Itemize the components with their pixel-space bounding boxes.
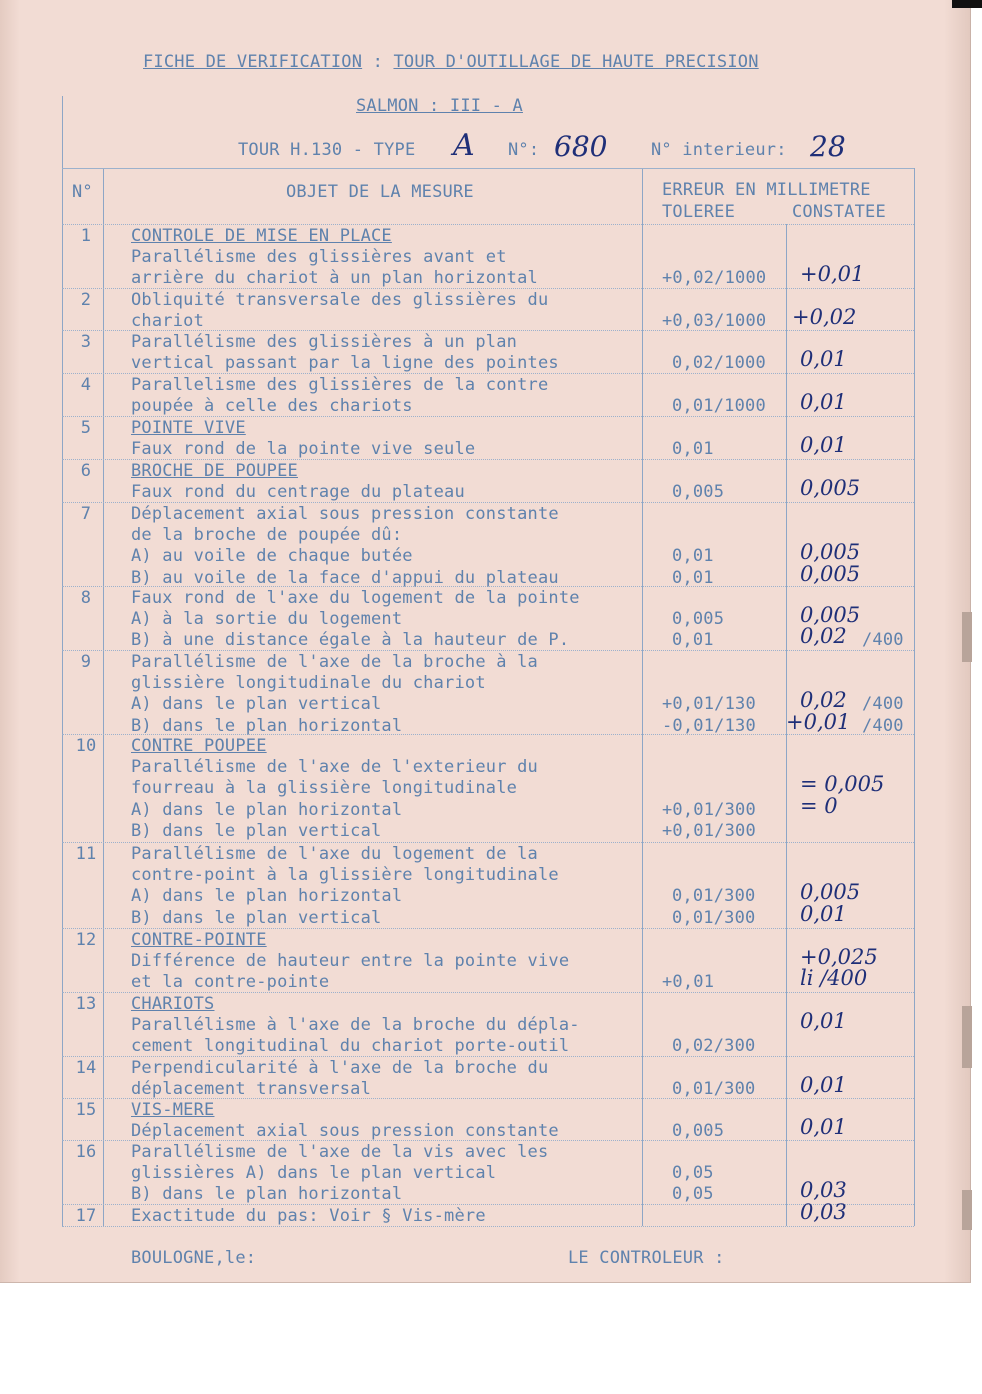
row-number: 15: [75, 1100, 97, 1120]
measure-text: arrière du chariot à un plan horizontal: [131, 268, 538, 289]
binder-tab-bottom: [962, 1190, 972, 1230]
form-title-left: FICHE DE VERIFICATION: [143, 52, 363, 72]
observed-value: 0,01: [800, 1115, 847, 1140]
measure-text: A) dans le plan vertical: [131, 694, 382, 715]
number-label: N°:: [508, 140, 540, 160]
measure-text: B) dans le plan horizontal: [131, 1184, 403, 1205]
measure-text: Faux rond de l'axe du logement de la pointe: [131, 588, 580, 608]
measure-text: Exactitude du pas: Voir § Vis-mère: [131, 1206, 486, 1226]
measure-text: Parallélisme à l'axe de la broche du dépla-: [131, 1015, 580, 1036]
section-heading: POINTE VIVE: [131, 418, 246, 438]
measure-text: poupée à celle des chariots: [131, 396, 413, 417]
measure-text: Parallélisme des glissières à un plan: [131, 332, 518, 352]
row-number: 8: [80, 588, 92, 608]
section-heading: CONTROLE DE MISE EN PLACE: [131, 226, 392, 246]
section-heading: VIS-MERE: [131, 1100, 215, 1120]
observed-value: li /400: [800, 966, 868, 991]
tolerance-value: 0,01: [672, 546, 714, 567]
measure-text: A) dans le plan horizontal: [131, 886, 403, 907]
observed-value: = 0,005: [800, 772, 885, 797]
measure-text: glissière longitudinale du chariot: [131, 673, 486, 694]
observed-value: 0,02: [800, 624, 847, 649]
interieur-label: N° interieur:: [651, 140, 787, 160]
measure-text: de la broche de poupée dû:: [131, 525, 403, 546]
footer-place: BOULOGNE,le:: [131, 1248, 257, 1268]
observed-unit: /400: [862, 630, 904, 651]
dark-corner: [952, 0, 982, 8]
column-header-error: ERREUR EN MILLIMETRE: [662, 180, 871, 200]
paper-left-edge: [0, 0, 20, 1282]
tolerance-value: 0,01/300: [672, 1079, 756, 1100]
form-title-separator: :: [362, 52, 394, 72]
row-number: 14: [75, 1058, 97, 1078]
column-header-num: N°: [72, 182, 93, 202]
tolerance-value: 0,005: [672, 1121, 725, 1142]
measure-text: Parallélisme de l'axe de la broche à la: [131, 652, 538, 672]
observed-unit: /400: [862, 715, 904, 736]
footer-controller: LE CONTROLEUR :: [568, 1248, 725, 1268]
tolerance-value: 0,005: [672, 482, 725, 503]
measure-text: contre-point à la glissière longitudinale: [131, 865, 559, 886]
row-number: 3: [80, 332, 92, 352]
measure-text: A) au voile de chaque butée: [131, 546, 413, 567]
measure-text: cement longitudinal du chariot porte-outil: [131, 1036, 570, 1057]
tolerance-value: +0,01/300: [662, 820, 756, 841]
row-number: 7: [80, 504, 92, 524]
measure-text: Parallélisme de l'axe du logement de la: [131, 844, 538, 864]
measure-text: Différence de hauteur entre la pointe vive: [131, 951, 570, 972]
measure-text: Faux rond du centrage du plateau: [131, 482, 465, 503]
measure-text: Faux rond de la pointe vive seule: [131, 439, 476, 460]
row-number: 13: [75, 994, 97, 1014]
row-number: 11: [75, 844, 97, 864]
section-heading: CHARIOTS: [131, 994, 215, 1014]
observed-value: 0,005: [800, 561, 861, 586]
section-heading: CONTRE POUPEE: [131, 736, 267, 756]
observed-value: 0,005: [800, 603, 861, 628]
row-number: 1: [80, 226, 92, 246]
table-bottom-rule: [62, 1226, 914, 1227]
observed-value: +0,025: [800, 945, 878, 970]
measure-text: vertical passant par la ligne des pointes: [131, 353, 559, 374]
tolerance-value: 0,05: [672, 1184, 714, 1205]
measure-text: glissières A) dans le plan vertical: [131, 1163, 497, 1184]
measure-text: A) à la sortie du logement: [131, 609, 403, 630]
observed-value: 0,01: [800, 347, 847, 372]
measure-text: Obliquité transversale des glissières du: [131, 290, 549, 310]
observed-value: 0,005: [800, 476, 861, 501]
measure-text: Déplacement axial sous pression constante: [131, 504, 559, 524]
measure-text: Perpendicularité à l'axe de la broche du: [131, 1058, 549, 1078]
row-number: 2: [80, 290, 92, 310]
observed-value: 0,01: [800, 901, 847, 926]
tolerance-value: 0,01: [672, 439, 714, 460]
tolerance-value: 0,05: [672, 1163, 714, 1184]
table-object-divider: [642, 168, 643, 1226]
form-subtitle: SALMON : III - A: [356, 96, 523, 116]
row-number: 17: [75, 1206, 97, 1226]
row-number: 5: [80, 418, 92, 438]
measure-text: Parallélisme des glissières avant et: [131, 247, 507, 268]
observed-value: 0,005: [800, 540, 861, 565]
tour-label: TOUR H.130 - TYPE: [238, 140, 416, 160]
measure-text: B) à une distance égale à la hauteur de P.: [131, 630, 570, 651]
measure-text: Parallélisme de l'axe de la vis avec les: [131, 1142, 549, 1162]
tolerance-value: +0,03/1000: [662, 311, 767, 332]
row-number: 6: [80, 461, 92, 481]
tolerance-value: +0,01/130: [662, 694, 756, 715]
tolerance-value: 0,01: [672, 630, 714, 651]
number-value: 680: [554, 130, 608, 163]
observed-value: +0,01: [800, 262, 865, 287]
observed-value: 0,01: [800, 433, 847, 458]
form-title: [143, 52, 759, 72]
column-header-observed: CONSTATEE: [792, 202, 886, 222]
tolerance-value: 0,01/1000: [672, 396, 766, 417]
measure-text: B) au voile de la face d'appui du plateau: [131, 567, 559, 588]
observed-value: +0,01: [786, 709, 851, 734]
observed-unit: /400: [862, 694, 904, 715]
table-top-rule: [62, 168, 914, 169]
row-number: 9: [80, 652, 92, 672]
table-right-border: [914, 168, 915, 1226]
row-number: 12: [75, 930, 97, 950]
binder-tab-top: [962, 612, 972, 662]
row-number: 10: [75, 736, 97, 756]
measure-text: déplacement transversal: [131, 1079, 372, 1100]
header-rule: [62, 224, 914, 225]
observed-value: 0,01: [800, 1073, 847, 1098]
interieur-value: 28: [810, 130, 846, 163]
binder-tab-middle: [962, 1006, 972, 1068]
section-heading: CONTRE-POINTE: [131, 930, 267, 950]
measure-text: et la contre-pointe: [131, 972, 330, 993]
measure-text: Déplacement axial sous pression constante: [131, 1121, 559, 1142]
observed-value: = 0: [800, 793, 838, 818]
tolerance-value: 0,005: [672, 609, 725, 630]
measure-text: B) dans le plan vertical: [131, 820, 382, 841]
tolerance-value: 0,01: [672, 567, 714, 588]
column-header-object: OBJET DE LA MESURE: [286, 182, 474, 202]
measure-text: fourreau à la glissière longitudinale: [131, 778, 518, 799]
row-number: 4: [80, 375, 92, 395]
measure-text: Parallelisme des glissières de la contre: [131, 375, 549, 395]
tolerance-value: +0,01: [662, 972, 715, 993]
tolerance-value: 0,01/300: [672, 907, 756, 928]
observed-value: 0,02: [800, 688, 847, 713]
column-header-tolerated: TOLEREE: [662, 202, 736, 222]
observed-value: 0,005: [800, 880, 861, 905]
section-heading: BROCHE DE POUPEE: [131, 461, 298, 481]
row-rule: [62, 842, 914, 843]
row-rule: [62, 928, 914, 929]
observed-value: +0,02: [792, 305, 857, 330]
tolerance-value: +0,01/300: [662, 799, 756, 820]
row-number: 16: [75, 1142, 97, 1162]
measure-text: A) dans le plan horizontal: [131, 799, 403, 820]
measure-text: Parallélisme de l'axe de l'exterieur du: [131, 757, 538, 778]
tolerance-value: 0,02/1000: [672, 353, 766, 374]
measure-text: chariot: [131, 311, 205, 332]
measure-text: B) dans le plan vertical: [131, 907, 382, 928]
observed-value: 0,01: [800, 390, 847, 415]
tolerance-value: 0,02/300: [672, 1036, 756, 1057]
tolerance-value: +0,02/1000: [662, 268, 767, 289]
observed-value: 0,03: [800, 1178, 847, 1203]
tolerance-value: -0,01/130: [662, 715, 756, 736]
observed-value: 0,01: [800, 1009, 847, 1034]
observed-value: 0,03: [800, 1200, 847, 1224]
tolerance-value: 0,01/300: [672, 886, 756, 907]
form-title-right: TOUR D'OUTILLAGE DE HAUTE PRECISION: [393, 52, 759, 72]
type-value: A: [453, 128, 475, 163]
measure-text: B) dans le plan horizontal: [131, 715, 403, 736]
